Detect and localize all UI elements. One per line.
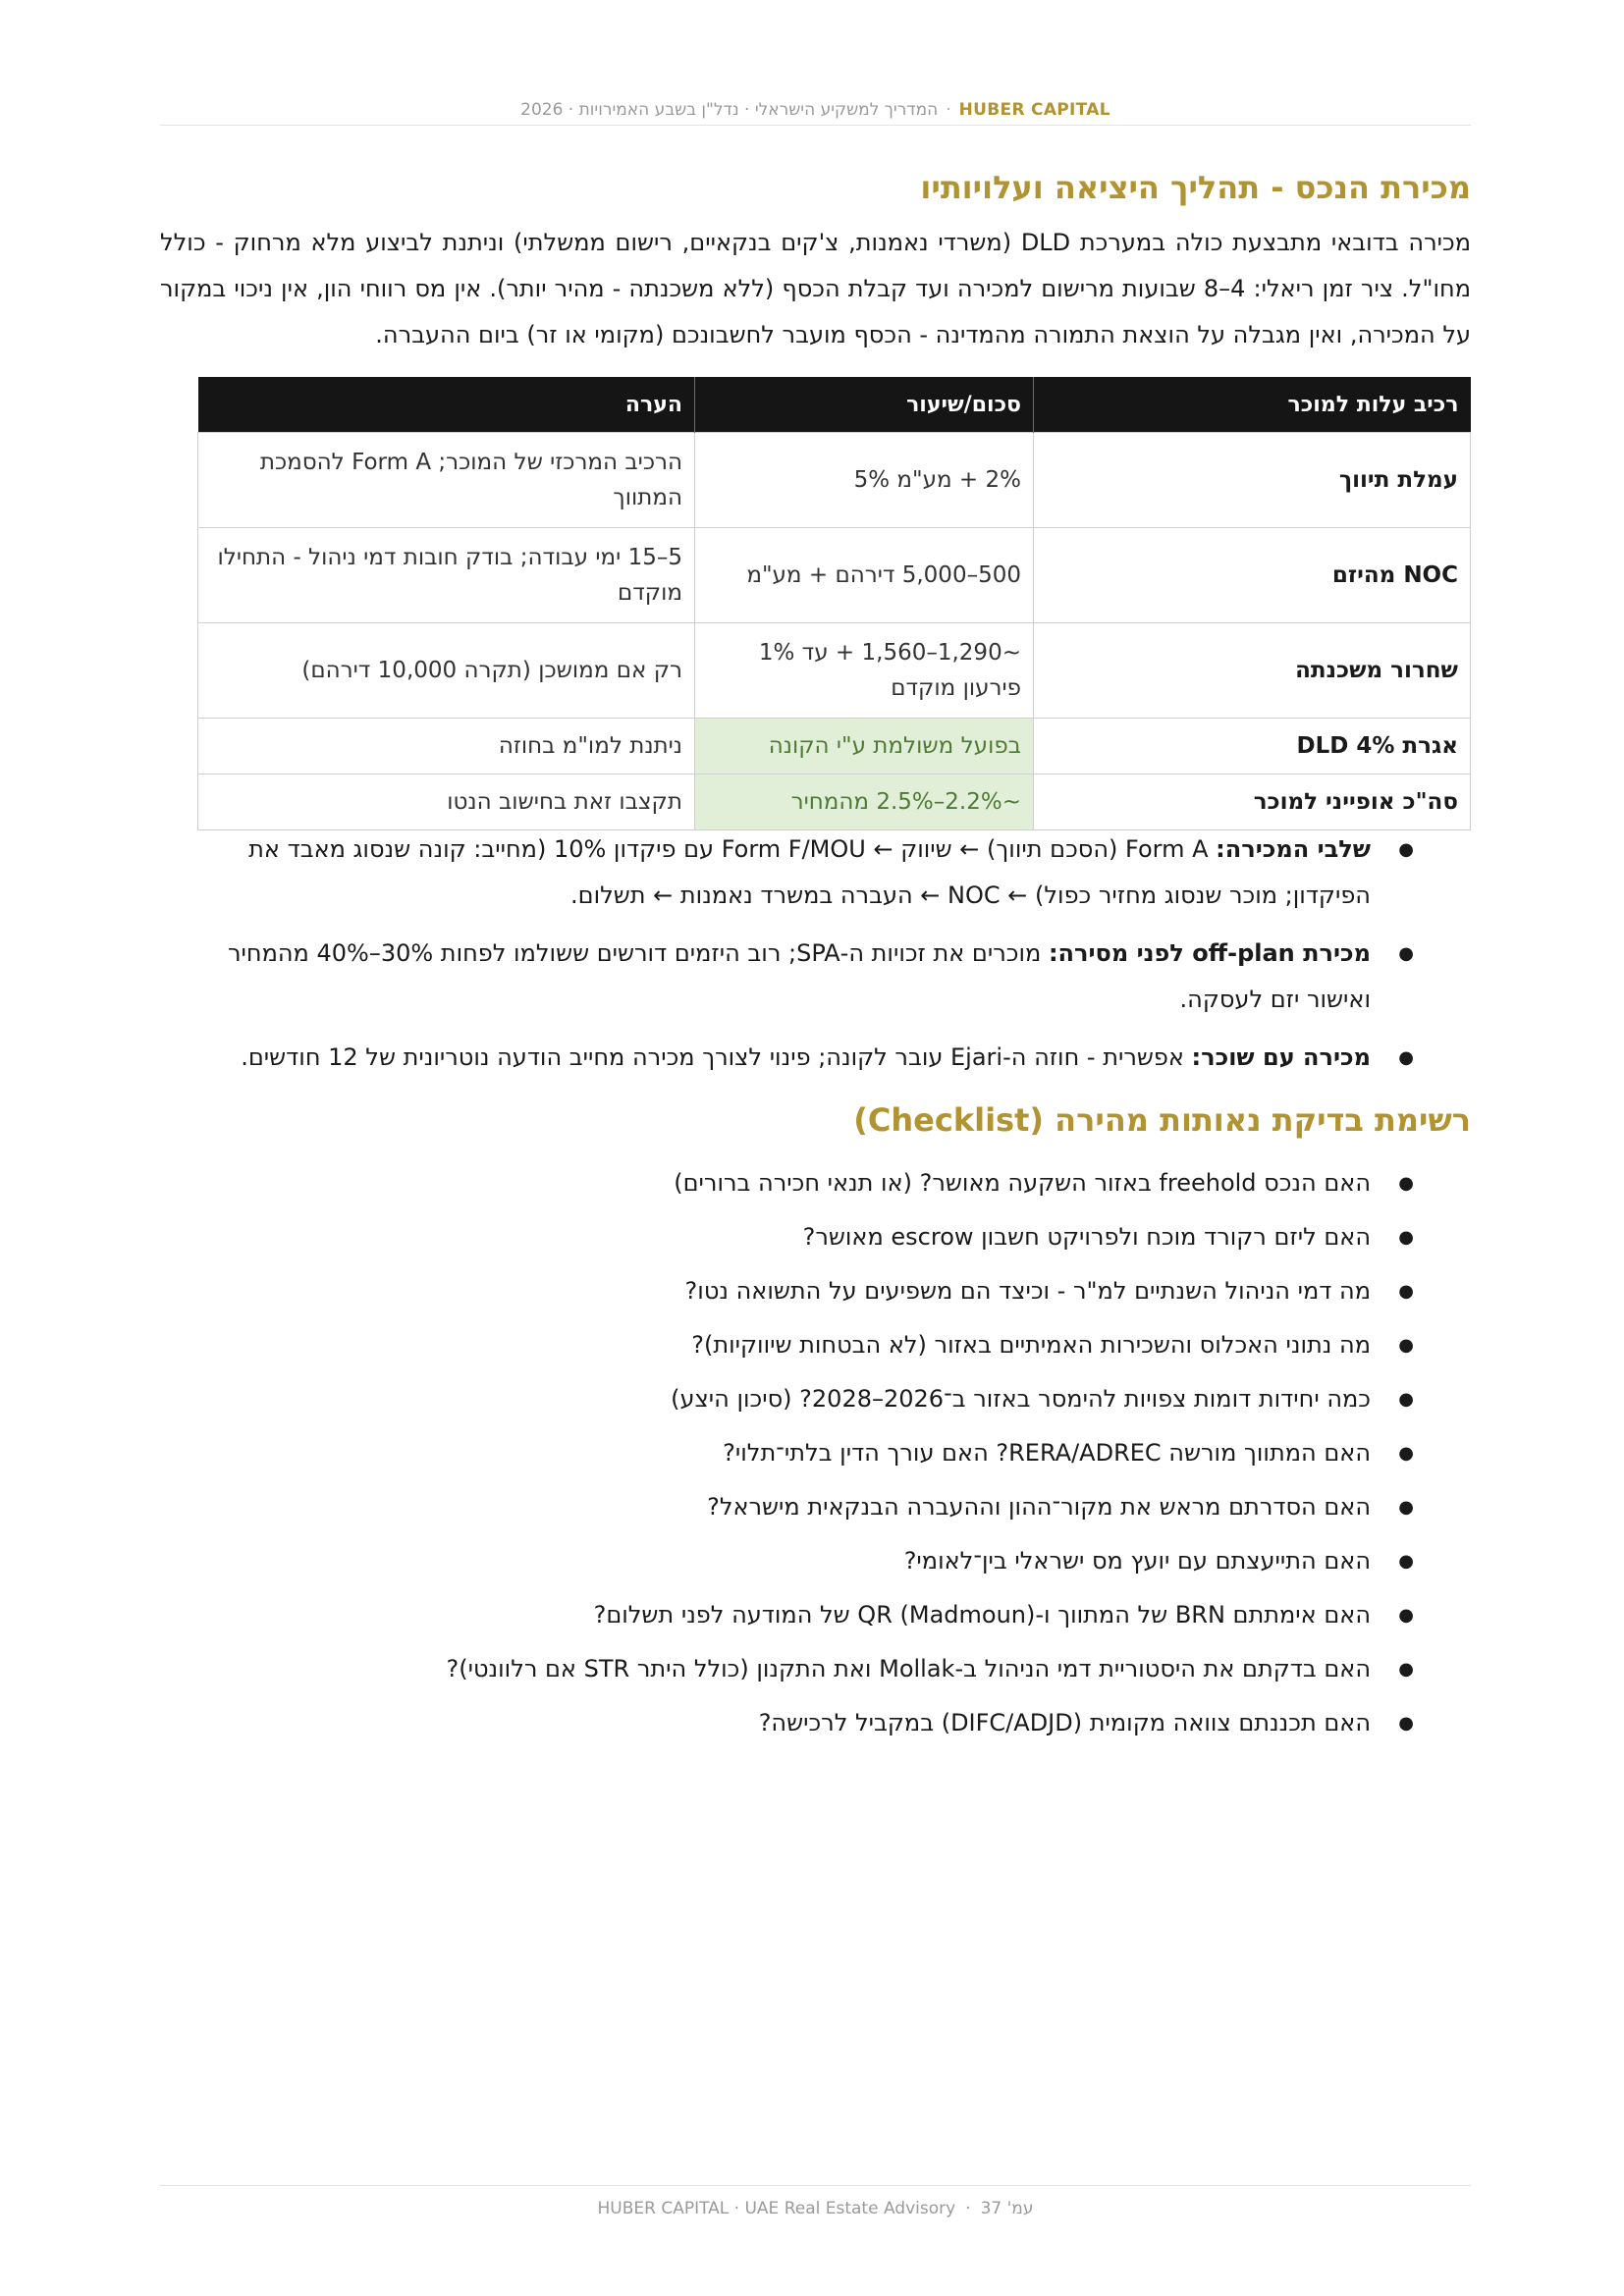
list-item [160, 1264, 1471, 1318]
bullet-icon: ● [1398, 1281, 1414, 1302]
cost-note: ניתנת למו"מ בחוזה [198, 719, 695, 774]
due-diligence-checklist [160, 1156, 1471, 1750]
list-item [160, 1534, 1471, 1588]
table-row [198, 433, 1471, 528]
column-header: הערה [198, 377, 695, 433]
cost-note: 5–15 ימי עבודה; בודק חובות דמי ניהול - התחילו מוקדם [198, 528, 695, 623]
bullet-icon: ● [1398, 1605, 1414, 1626]
list-item [160, 1588, 1471, 1642]
column-header: סכום/שיעור [695, 377, 1034, 433]
checklist-item-text: האם ליזם רקורד מוכח ולפרויקט חשבון escrow מאושר? [802, 1223, 1371, 1251]
page-number: עמ' 37 [980, 2199, 1034, 2218]
checklist-item-text: כמה יחידות דומות צפויות להימסר באזור ב־2026–2028? (סיכון היצע) [671, 1385, 1371, 1413]
cost-amount: 500–5,000 דירהם + מע"מ [695, 528, 1034, 623]
table-row [198, 623, 1471, 719]
list-item [160, 1156, 1471, 1210]
checklist-item-text: האם הנכס freehold באזור השקעה מאושר? (או תנאי חכירה ברורים) [674, 1169, 1371, 1197]
bullet-icon: ● [1398, 1227, 1414, 1248]
bullet-icon: ● [1398, 839, 1414, 860]
bullet-icon: ● [1398, 1659, 1414, 1680]
cost-note: רק אם ממושכן (תקרה 10,000 דירהם) [198, 623, 695, 719]
bullet-icon: ● [1398, 1335, 1414, 1356]
running-header [160, 100, 1471, 120]
document-page [160, 0, 1471, 2296]
list-item [160, 1210, 1471, 1264]
bullet-icon: ● [1398, 1443, 1414, 1464]
cost-component: סה"כ אופייני למוכר [1034, 774, 1471, 830]
header-brand: HUBER CAPITAL [958, 100, 1110, 120]
column-header: רכיב עלות למוכר [1034, 377, 1471, 433]
footer-separator: · [965, 2199, 971, 2218]
bullet-icon: ● [1398, 1389, 1414, 1410]
list-item [160, 1642, 1471, 1696]
cost-note: תקצבו זאת בחישוב הנטו [198, 774, 695, 830]
header-subtitle: המדריך למשקיע הישראלי · נדל"ן בשבע האמירויות · 2026 [520, 100, 939, 120]
seller-cost-table [197, 377, 1471, 830]
checklist-section-title: רשימת בדיקת נאותות מהירה (Checklist) [853, 1101, 1471, 1139]
cost-amount: ~1,290–1,560 + עד 1% פירעון מוקדם [695, 623, 1034, 719]
item-label: מכירת off-plan לפני מסירה: [1048, 939, 1371, 967]
list-item [160, 1480, 1471, 1534]
bullet-icon: ● [1398, 1551, 1414, 1572]
item-label: שלבי המכירה: [1216, 835, 1371, 863]
header-separator: · [946, 100, 951, 120]
list-item [160, 827, 1471, 919]
footer-divider [160, 2185, 1471, 2186]
header-divider [160, 125, 1471, 126]
checklist-item-text: האם המתווך מורשה RERA/ADREC? האם עורך הדין בלתי־תלוי? [723, 1439, 1371, 1467]
cost-component: עמלת תיווך [1034, 433, 1471, 528]
bullet-icon: ● [1398, 1047, 1414, 1068]
list-item [160, 1372, 1471, 1426]
table-row [198, 774, 1471, 830]
checklist-item-text: מה דמי הניהול השנתיים למ"ר - וכיצד הם משפיעים על התשואה נטו? [684, 1277, 1371, 1305]
bullet-icon: ● [1398, 1173, 1414, 1194]
running-footer [160, 2199, 1471, 2218]
checklist-item-text: מה נתוני האכלוס והשכירות האמיתיים באזור (לא הבטחות שיווקיות)? [691, 1331, 1371, 1359]
cost-component: NOC מהיזם [1034, 528, 1471, 623]
footer-company: HUBER CAPITAL · UAE Real Estate Advisory [597, 2199, 956, 2218]
sale-intro-paragraph: מכירה בדובאי מתבצעת כולה במערכת DLD (משרדי נאמנות, צ'קים בנקאיים, רישום ממשלתי) וניתנת לביצוע מלא מרחוק - כולל מחו"ל. ציר זמן ריאלי: 4–8 שבועות מרישום למכירה ועד קבלת הכסף (ללא משכנתה - מהיר יותר). אין מס רווחי הון, אין ניכוי במקור על המכירה, ואין מגבלה על הוצאת התמורה מהמדינה - הכסף מועבר לחשבונכם (מקומי או זר) ביום ההעברה. [160, 229, 1471, 348]
bullet-icon: ● [1398, 1497, 1414, 1518]
checklist-item-text: האם בדקתם את היסטוריית דמי הניהול ב-Mollak ואת התקנון (כולל היתר STR אם רלוונטי)? [446, 1655, 1371, 1682]
checklist-item-text: האם אימתתם BRN של המתווך ו-QR (Madmoun) של המודעה לפני תשלום? [593, 1601, 1371, 1629]
item-text: אפשרית - חוזה ה-Ejari עובר לקונה; פינוי לצורך מכירה מחייב הודעה נוטריונית של 12 חודשים. [241, 1043, 1192, 1071]
list-item [160, 1318, 1471, 1372]
cost-amount-highlighted: בפועל משולמת ע"י הקונה [695, 719, 1034, 774]
cost-component: אגרת DLD 4% [1034, 719, 1471, 774]
list-item [160, 1035, 1471, 1081]
cost-note: הרכיב המרכזי של המוכר; Form A להסמכת המתווך [198, 433, 695, 528]
sale-stages-list [160, 827, 1471, 1093]
list-item [160, 931, 1471, 1023]
cost-amount-highlighted: ~2.2%–2.5% מהמחיר [695, 774, 1034, 830]
table-row [198, 719, 1471, 774]
item-text: Form A (הסכם תיווך) ← שיווק ← Form F/MOU עם פיקדון 10% (מחייב: קונה שנסוג מאבד את הפיקדון; מוכר שנסוג מחזיר כפול) ← NOC ← העברה במשרד נאמנות ← תשלום. [248, 835, 1371, 909]
list-item [160, 1426, 1471, 1480]
bullet-icon: ● [1398, 943, 1414, 964]
checklist-item-text: האם הסדרתם מראש את מקור־ההון וההעברה הבנקאית מישראל? [707, 1493, 1371, 1521]
table-row [198, 528, 1471, 623]
sale-section-title: מכירת הנכס - תהליך היציאה ועלויותיו [920, 169, 1471, 206]
table-header-row [198, 377, 1471, 433]
item-label: מכירה עם שוכר: [1191, 1043, 1371, 1071]
bullet-icon: ● [1398, 1713, 1414, 1734]
cost-component: שחרור משכנתה [1034, 623, 1471, 719]
list-item [160, 1696, 1471, 1750]
checklist-item-text: האם התייעצתם עם יועץ מס ישראלי בין־לאומי? [903, 1547, 1371, 1575]
item-text: מוכרים את זכויות ה-SPA; רוב היזמים דורשים ששולמו לפחות 30%–40% מהמחיר ואישור יזם לעסקה. [227, 939, 1371, 1013]
checklist-item-text: האם תכננתם צוואה מקומית (DIFC/ADJD) במקביל לרכישה? [758, 1709, 1371, 1736]
cost-amount: 2% + מע"מ 5% [695, 433, 1034, 528]
